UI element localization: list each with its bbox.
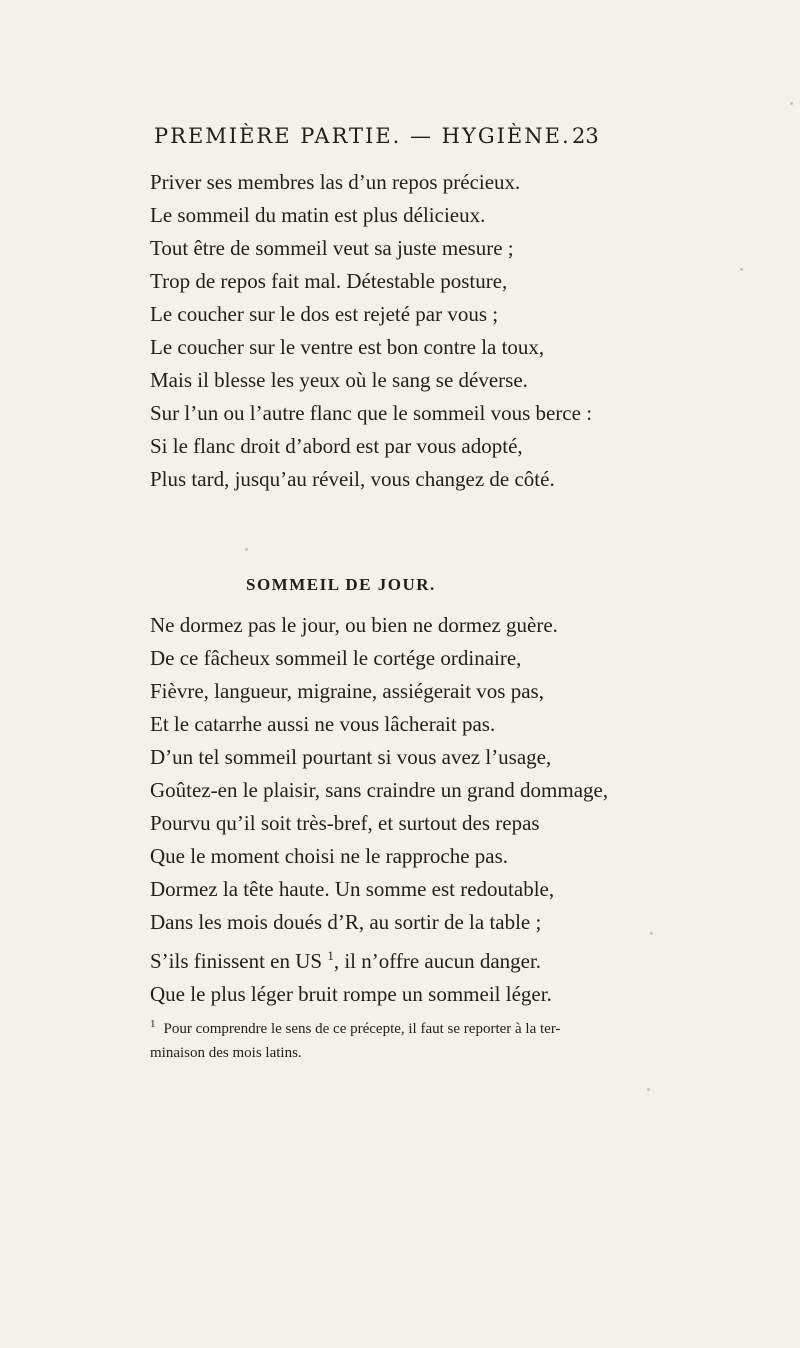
poem-line: Dormez la tête haute. Un somme est redoutable, [150, 877, 555, 901]
poem-line: Le sommeil du matin est plus délicieux. [150, 203, 486, 227]
poem-line-text-after-footnote: , il n’offre aucun danger. [333, 949, 542, 973]
poem-line: Que le plus léger bruit rompe un sommeil léger. [150, 982, 552, 1006]
poem-line: Ne dormez pas le jour, ou bien ne dormez guère. [150, 613, 558, 637]
scan-speck [245, 548, 248, 551]
scan-speck [790, 102, 793, 105]
poem-line: Le coucher sur le dos est rejeté par vous ; [150, 302, 499, 326]
footnote-line-2: minaison des mois latins. [150, 1045, 302, 1061]
poem-line: Sur l’un ou l’autre flanc que le sommeil vous berce : [150, 401, 593, 425]
poem-line: Que le moment choisi ne le rapproche pas. [150, 844, 509, 868]
poem-line: De ce fâcheux sommeil le cortége ordinaire, [150, 646, 522, 670]
page-number: 23 [572, 124, 599, 148]
poem-line: Si le flanc droit d’abord est par vous adopté, [150, 434, 523, 458]
footnote-marker: 1 [150, 1018, 156, 1030]
scan-speck [650, 932, 653, 935]
section-heading: SOMMEIL DE JOUR. [246, 575, 436, 595]
footnote-text-first-line: Pour comprendre le sens de ce précepte, il faut se reporter à la ter- [163, 1021, 561, 1037]
poem-line: Plus tard, jusqu’au réveil, vous changez de côté. [150, 467, 555, 491]
poem-line: D’un tel sommeil pourtant si vous avez l’usage, [150, 745, 552, 769]
poem-line: Dans les mois doués d’R, au sortir de la table ; [150, 910, 542, 934]
scan-speck [740, 268, 743, 271]
poem-line: Priver ses membres las d’un repos précieux. [150, 170, 521, 194]
poem-line: Fièvre, langueur, migraine, assiégerait vos pas, [150, 679, 544, 703]
footnote-reference: 1 [327, 948, 334, 963]
poem-line: Pourvu qu’il soit très-bref, et surtout des repas [150, 811, 540, 835]
footnote [150, 1012, 790, 1065]
scan-speck [647, 1088, 650, 1091]
poem-line-text-before-footnote: S’ils finissent en US [150, 949, 328, 973]
footnote-line-1 [150, 1012, 790, 1041]
poem-stanza-2 [150, 609, 790, 1011]
poem-line: Goûtez-en le plaisir, sans craindre un grand dommage, [150, 778, 609, 802]
poem-line: Le coucher sur le ventre est bon contre la toux, [150, 335, 545, 359]
poem-line-with-footnote-reference [150, 939, 790, 978]
poem-stanza-1 [150, 166, 790, 496]
poem-line: Tout être de sommeil veut sa juste mesure ; [150, 236, 514, 260]
running-head: PREMIÈRE PARTIE. — HYGIÈNE. [154, 124, 571, 148]
poem-line: Mais il blesse les yeux où le sang se déverse. [150, 368, 528, 392]
poem-line: Trop de repos fait mal. Détestable posture, [150, 269, 508, 293]
poem-line: Et le catarrhe aussi ne vous lâcherait pas. [150, 712, 496, 736]
